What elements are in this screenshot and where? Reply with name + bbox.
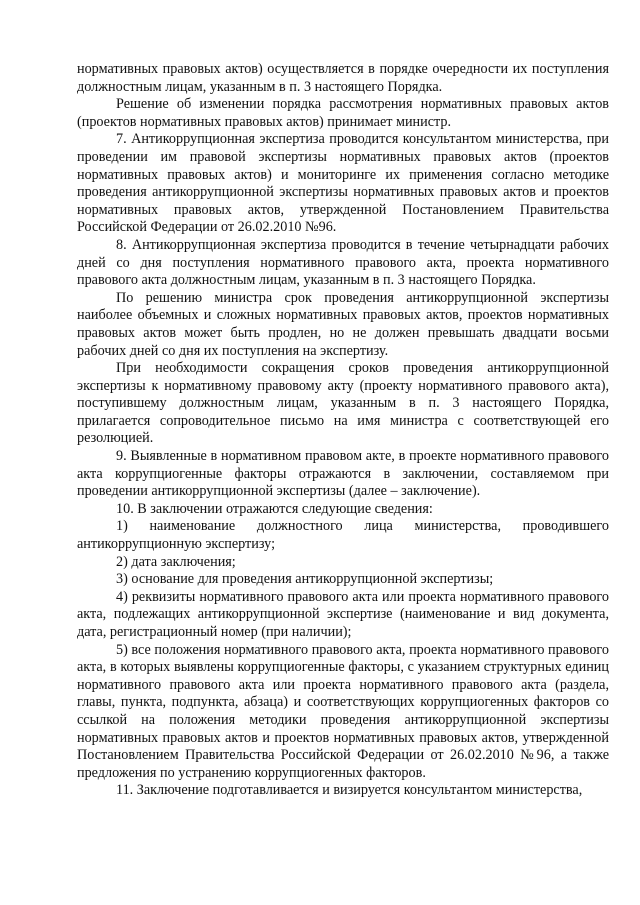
paragraph: Решение об изменении порядка рассмотрения нормативных правовых актов (проектов нормативных правовых актов) принимает министр. [77,96,609,130]
list-item: 4) реквизиты нормативного правового акта или проекта нормативного правового акта, подлежащих антикоррупционной экспертизе (наименование и вид документа, дата, регистрационный номер (при наличии); [77,588,609,640]
paragraph: По решению министра срок проведения антикоррупционной экспертизы наиболее объемных и сложных нормативных правовых актов, проектов нормативных правовых актов может быть продлен, но не должен превышать двадцати восьми рабочих дней со дня их поступления на экспертизу. [77,289,609,359]
paragraph-continuation: нормативных правовых актов) осуществляется в порядке очередности их поступления должностным лицам, указанным в п. 3 настоящего Порядка. [77,61,609,95]
paragraph-clause-9: 9. Выявленные в нормативном правовом акте, в проекте нормативного правового акта коррупциогенные факторы отражаются в заключении, составляемом при проведении антикоррупционной экспертизы (далее – заключение). [77,448,609,500]
paragraph-clause-8: 8. Антикоррупционная экспертиза проводится в течение четырнадцати рабочих дней со дня поступления нормативного правового акта, проекта нормативного правового акта должностным лицам, указанным в п. 3 настоящего Порядка. [77,236,609,289]
list-item: 2) дата заключения; [116,553,236,570]
paragraph-clause-11: 11. Заключение подготавливается и визируется консультантом министерства, [116,782,583,799]
list-item: 5) все положения нормативного правового акта, проекта нормативного правового акта, в которых выявлены коррупциогенные факторы, с указанием структурных единиц нормативного правового акта или проекта нормативного правового акта (раздела, главы, пункта, подпункта, абзаца) и соответствующих коррупциогенных факторов со ссылкой на положения методики проведения антикоррупционной экспертизы нормативных правовых актов и проектов нормативных правовых актов, утвержденной Постановлением Правительства Российской Федерации от 26.02.2010 №96, а также предложения по устранению коррупциогенных факторов. [77,641,609,781]
list-item: 3) основание для проведения антикоррупционной экспертизы; [116,571,494,588]
document-body [77,61,609,800]
paragraph-clause-10: 10. В заключении отражаются следующие сведения: [116,500,433,517]
list-item: 1) наименование должностного лица министерства, проводившего антикоррупционную экспертизу; [77,518,609,553]
paragraph: При необходимости сокращения сроков проведения антикоррупционной экспертизы к нормативному правовому акту (проекту нормативного правового акта), поступившему должностным лицам, указанным в п. 3 настоящего Порядка, прилагается сопроводительное письмо на имя министра с соответствующей его резолюцией. [77,360,609,447]
paragraph-clause-7: 7. Антикоррупционная экспертиза проводится консультантом министерства, при проведении им правовой экспертизы нормативных правовых актов (проектов нормативных правовых актов) и мониторинге их применения согласно методике проведения антикоррупционной экспертизы нормативных правовых актов и проектов нормативных правовых актов, утвержденной Постановлением Правительства Российской Федерации от 26.02.2010 №96. [77,131,609,236]
